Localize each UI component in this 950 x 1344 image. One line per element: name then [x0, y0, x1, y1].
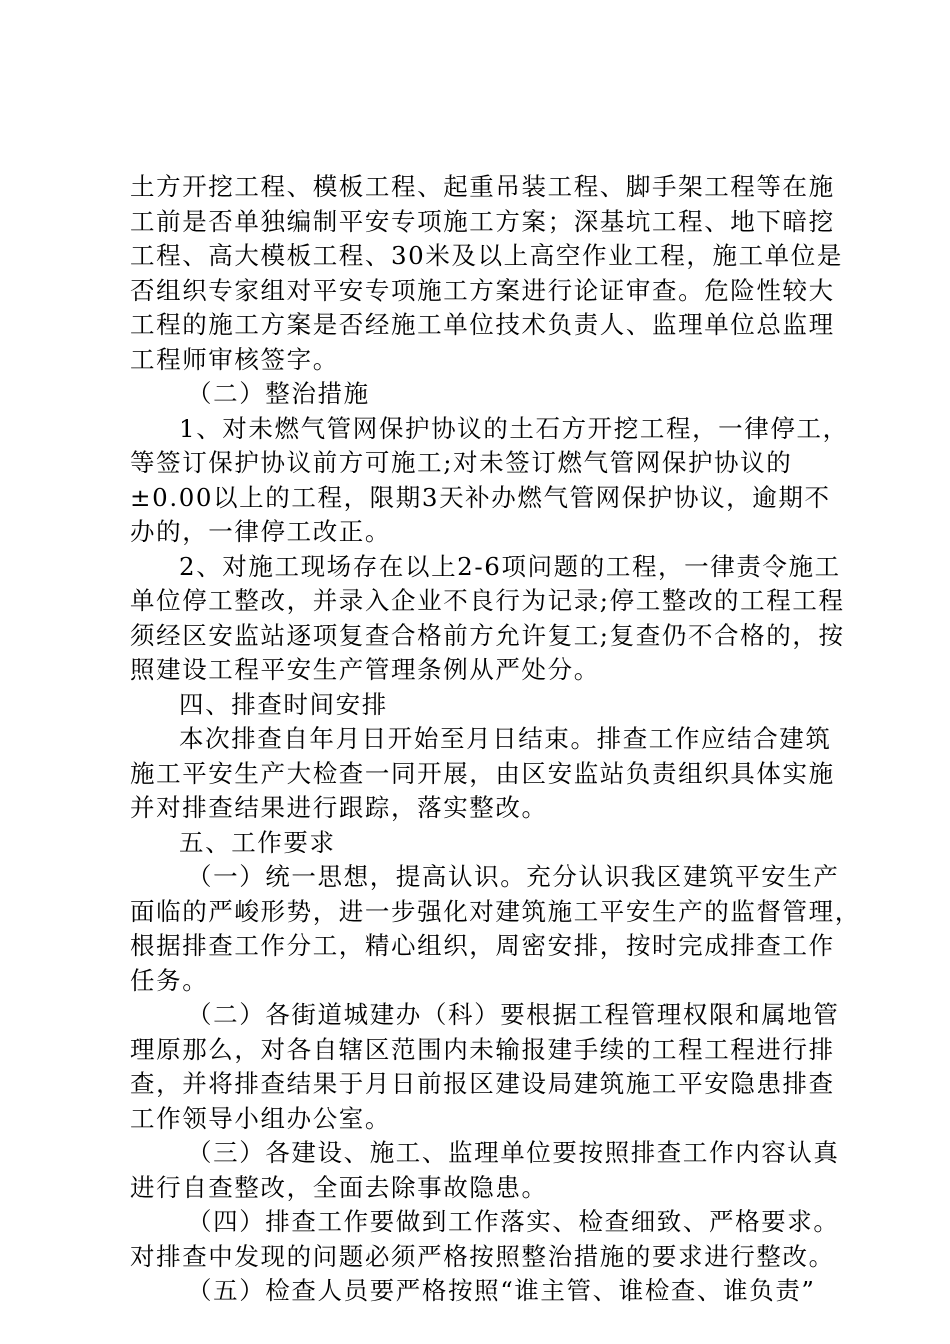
text-line: 土方开挖工程、模板工程、起重吊装工程、脚手架工程等在施	[130, 172, 835, 201]
text-line: 工程、高大模板工程、30米及以上高空作业工程，施工单位是	[130, 241, 843, 270]
text-line: 办的，一律停工改正。	[130, 517, 391, 546]
text-line: （二）各街道城建办（科）要根据工程管理权限和属地管	[187, 1000, 840, 1029]
text-line: （一）统一思想，提高认识。充分认识我区建筑平安生产	[187, 862, 840, 891]
text-line: （五）检查人员要严格按照“谁主管、谁检查、谁负责”	[187, 1276, 816, 1305]
text-line: 本次排查自年月日开始至月日结束。排查工作应结合建筑	[179, 724, 832, 753]
text-line: 面临的严峻形势，进一步强化对建筑施工平安生产的监督管理，	[130, 896, 861, 926]
text-line: 2、对施工现场存在以上2-6项问题的工程，一律责令施工	[179, 551, 841, 581]
text-line: 工程的施工方案是否经施工单位技术负责人、监理单位总监理	[130, 310, 835, 339]
text-line: 照建设工程平安生产管理条例从严处分。	[130, 655, 600, 684]
text-line: 单位停工整改，并录入企业不良行为记录;停工整改的工程工程	[130, 586, 845, 615]
text-line: 理原那么，对各自辖区范围内未输报建手续的工程工程进行排	[130, 1034, 835, 1064]
text-line: 否组织专家组对平安专项施工方案进行论证审查。危险性较大	[130, 275, 835, 305]
text-line: 进行自查整改，全面去除事故隐患。	[130, 1172, 548, 1202]
section-heading: 五、工作要求	[179, 827, 336, 857]
text-line: 对排查中发现的问题必须严格按照整治措施的要求进行整改。	[130, 1241, 835, 1271]
text-line: 工程师审核签字。	[130, 344, 339, 374]
text-line: 须经区安监站逐项复查合格前方允许复工;复查仍不合格的，按	[130, 620, 845, 650]
text-line: 工作领导小组办公室。	[130, 1103, 391, 1133]
text-line: （四）排查工作要做到工作落实、检查细致、严格要求。	[187, 1207, 840, 1236]
text-line: 根据排查工作分工，精心组织，周密安排，按时完成排查工作	[130, 931, 835, 960]
section-heading: 四、排查时间安排	[179, 689, 388, 719]
text-line: （三）各建设、施工、监理单位要按照排查工作内容认真	[187, 1138, 840, 1167]
section-heading: （二）整治措施	[187, 379, 370, 408]
text-line: 工前是否单独编制平安专项施工方案；深基坑工程、地下暗挖	[130, 206, 835, 236]
text-line: ±0.00以上的工程，限期3天补办燃气管网保护协议，逾期不	[130, 482, 831, 512]
text-line: 等签订保护协议前方可施工;对未签订燃气管网保护协议的	[130, 448, 793, 477]
document-body	[130, 170, 861, 1309]
text-line: 查，并将排查结果于月日前报区建设局建筑施工平安隐患排查	[130, 1069, 835, 1098]
text-line: 并对排查结果进行跟踪，落实整改。	[130, 793, 548, 822]
text-line: 施工平安生产大检查一同开展，由区安监站负责组织具体实施	[130, 758, 835, 788]
text-line: 任务。	[130, 965, 209, 995]
text-line: 1、对未燃气管网保护协议的土石方开挖工程，一律停工，	[179, 413, 849, 443]
